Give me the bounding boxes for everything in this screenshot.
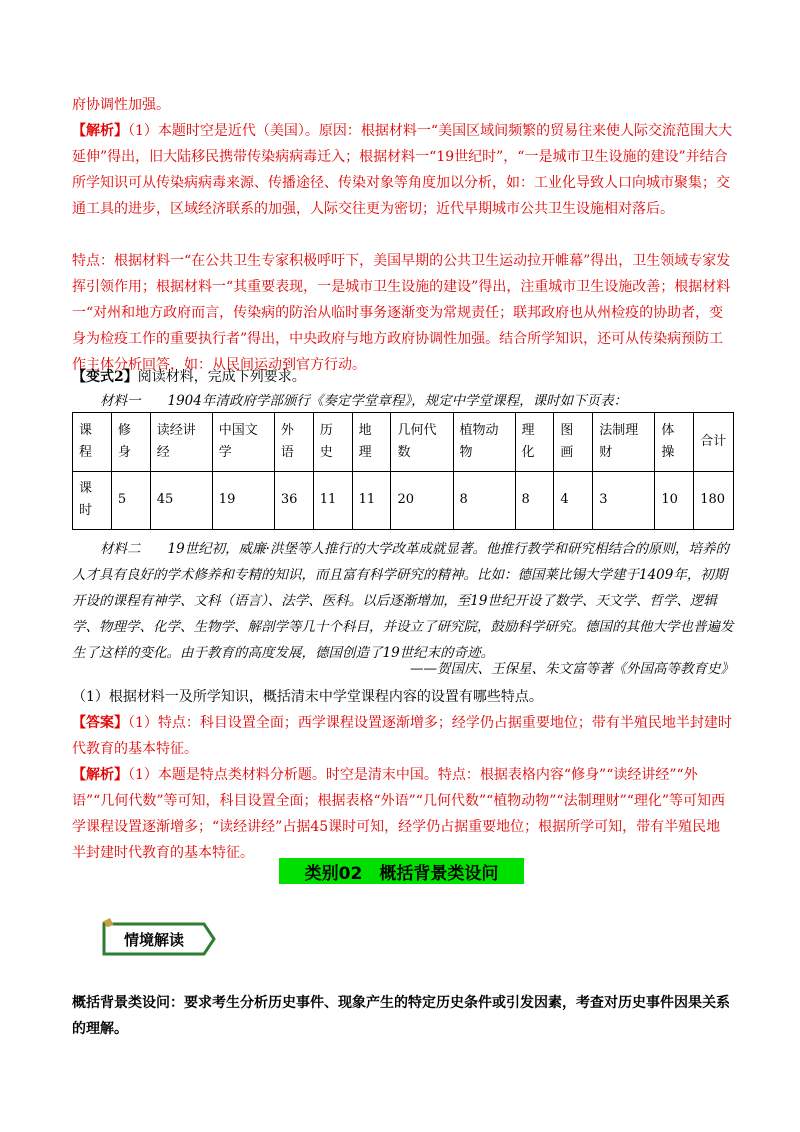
table-cell: 地理 — [352, 413, 391, 472]
category-banner: 类别02 概括背景类设问 — [279, 858, 524, 884]
definition-paragraph: 概括背景类设问：要求考生分析历史事件、现象产生的特定历史条件或引发因素，考查对历史事件因果关系的理解。 — [72, 995, 730, 1037]
table-cell: 理化 — [515, 413, 554, 472]
table-cell: 合计 — [694, 413, 734, 472]
table-cell: 36 — [274, 471, 313, 530]
table-cell: 11 — [313, 471, 352, 530]
material-1: 材料一 1904年清政府学部颁行《奏定学堂章程》，规定中学堂课程，课时如下页表： — [100, 393, 628, 409]
table-cell: 8 — [453, 471, 515, 530]
table-cell: 几何代数 — [391, 413, 453, 472]
table-cell: 10 — [655, 471, 694, 530]
scenario-tag — [100, 918, 218, 960]
answer-label: 【答案】 — [72, 715, 128, 731]
table-cell: 11 — [352, 471, 391, 530]
table-cell: 中国文学 — [212, 413, 274, 472]
answer-1 — [72, 710, 734, 762]
analysis-text: （1）本题是特点类材料分析题。时空是清末中国。特点：根据表格内容“修身”“读经讲经”“外语”“几何代数”等可知，科目设置全面；根据表格“外语”“几何代数”“植物动物”“法制理财”“理化”等可知西学课程设置逐渐增多；“读经讲经”占据45课时可知，经学仍占据重要地位；根据所学可知，带有半殖民地半封建时代教育的基本特征。 — [72, 767, 726, 861]
source-citation: ——贺国庆、王保星、朱文富等著《外国高等教育史》 — [410, 661, 734, 677]
answer-text: （1）特点：科目设置全面；西学课程设置逐渐增多；经学仍占据重要地位；带有半殖民地半封建时代教育的基本特征。 — [72, 715, 732, 757]
table-cell: 20 — [391, 471, 453, 530]
analysis-text: （1）本题时空是近代（美国）。原因：根据材料一“美国区域间频繁的贸易往来使人际交流范围大大延伸”得出，旧大陆移民携带传染病病毒迁入；根据材料一“19世纪时”，“一是城市卫生设施的建设”并结合所学知识可从传染病病毒来源、传播途径、传染对象等角度加以分析，如：工业化导致人口向城市聚集；交通工具的进步，区域经济联系的加强，人际交往更为密切；近代早期城市公共卫生设施相对落后。 — [72, 123, 733, 217]
question-1: （1）根据材料一及所学知识，概括清末中学堂课程内容的设置有哪些特点。 — [72, 689, 543, 705]
table-cell: 3 — [593, 471, 655, 530]
table-cell: 4 — [554, 471, 593, 530]
table-cell: 课时 — [73, 471, 112, 530]
course-hours-table — [72, 412, 734, 530]
variant-2-heading — [72, 364, 734, 390]
table-cell: 修身 — [111, 413, 150, 472]
analysis-label: 【解析】 — [72, 767, 128, 783]
table-cell: 历史 — [313, 413, 352, 472]
features-paragraph: 特点：根据材料一“在公共卫生专家积极呼吁下，美国早期的公共卫生运动拉开帷幕”得出，卫生领域专家发挥引领作用；根据材料一“其重要表现，一是城市卫生设施的建设”得出，注重城市卫生设施改善；根据材料一“对州和地方政府而言，传染病的防治从临时事务逐渐变为常规责任；联邦政府也从州检疫的协助者，变身为检疫工作的重要执行者”得出，中央政府与地方政府协调性加强。结合所学知识，还可从传染病预防工作主体分析回答，如：从民间运动到官方行动。 — [72, 253, 731, 373]
tag-label: 情境解读 — [123, 930, 184, 949]
material-2: 材料二 19世纪初，威廉·洪堡等人推行的大学改革成就显著。他推行教学和研究相结合的原则，培养的人才具有良好的学术修养和专精的知识，而且富有科学研究的精神。比如：德国莱比锡大学建于1409年，初期开设的课程有神学、文科（语言）、法学、医科。以后逐渐增加，至19世纪开设了数学、天文学、哲学、逻辑学、物理学、化学、生物学、解剖学等几十个科目，并设立了研究院，鼓励科学研究。德国的其他大学也普遍发生了这样的变化。由于教育的高度发展，德国创造了19世纪末的奇迹。 — [72, 541, 734, 661]
table-cell: 法制理财 — [593, 413, 655, 472]
table-cell: 读经讲经 — [150, 413, 212, 472]
table-cell: 8 — [515, 471, 554, 530]
table-cell: 外语 — [274, 413, 313, 472]
variant-text: 阅读材料，完成下列要求。 — [137, 369, 306, 385]
table-cell: 180 — [694, 471, 734, 530]
table-cell: 图画 — [554, 413, 593, 472]
variant-label: 【变式2】 — [72, 369, 138, 385]
table-cell: 课程 — [73, 413, 112, 472]
analysis-2 — [72, 762, 734, 866]
table-row — [73, 471, 734, 530]
table-cell: 植物动物 — [453, 413, 515, 472]
paragraph-continuation: 府协调性加强。 — [72, 97, 170, 113]
table-cell: 5 — [111, 471, 150, 530]
table-header-row — [73, 413, 734, 472]
analysis-1 — [72, 118, 734, 222]
table-cell: 19 — [212, 471, 274, 530]
table-cell: 体操 — [655, 413, 694, 472]
table-cell: 45 — [150, 471, 212, 530]
analysis-label: 【解析】 — [72, 123, 128, 139]
